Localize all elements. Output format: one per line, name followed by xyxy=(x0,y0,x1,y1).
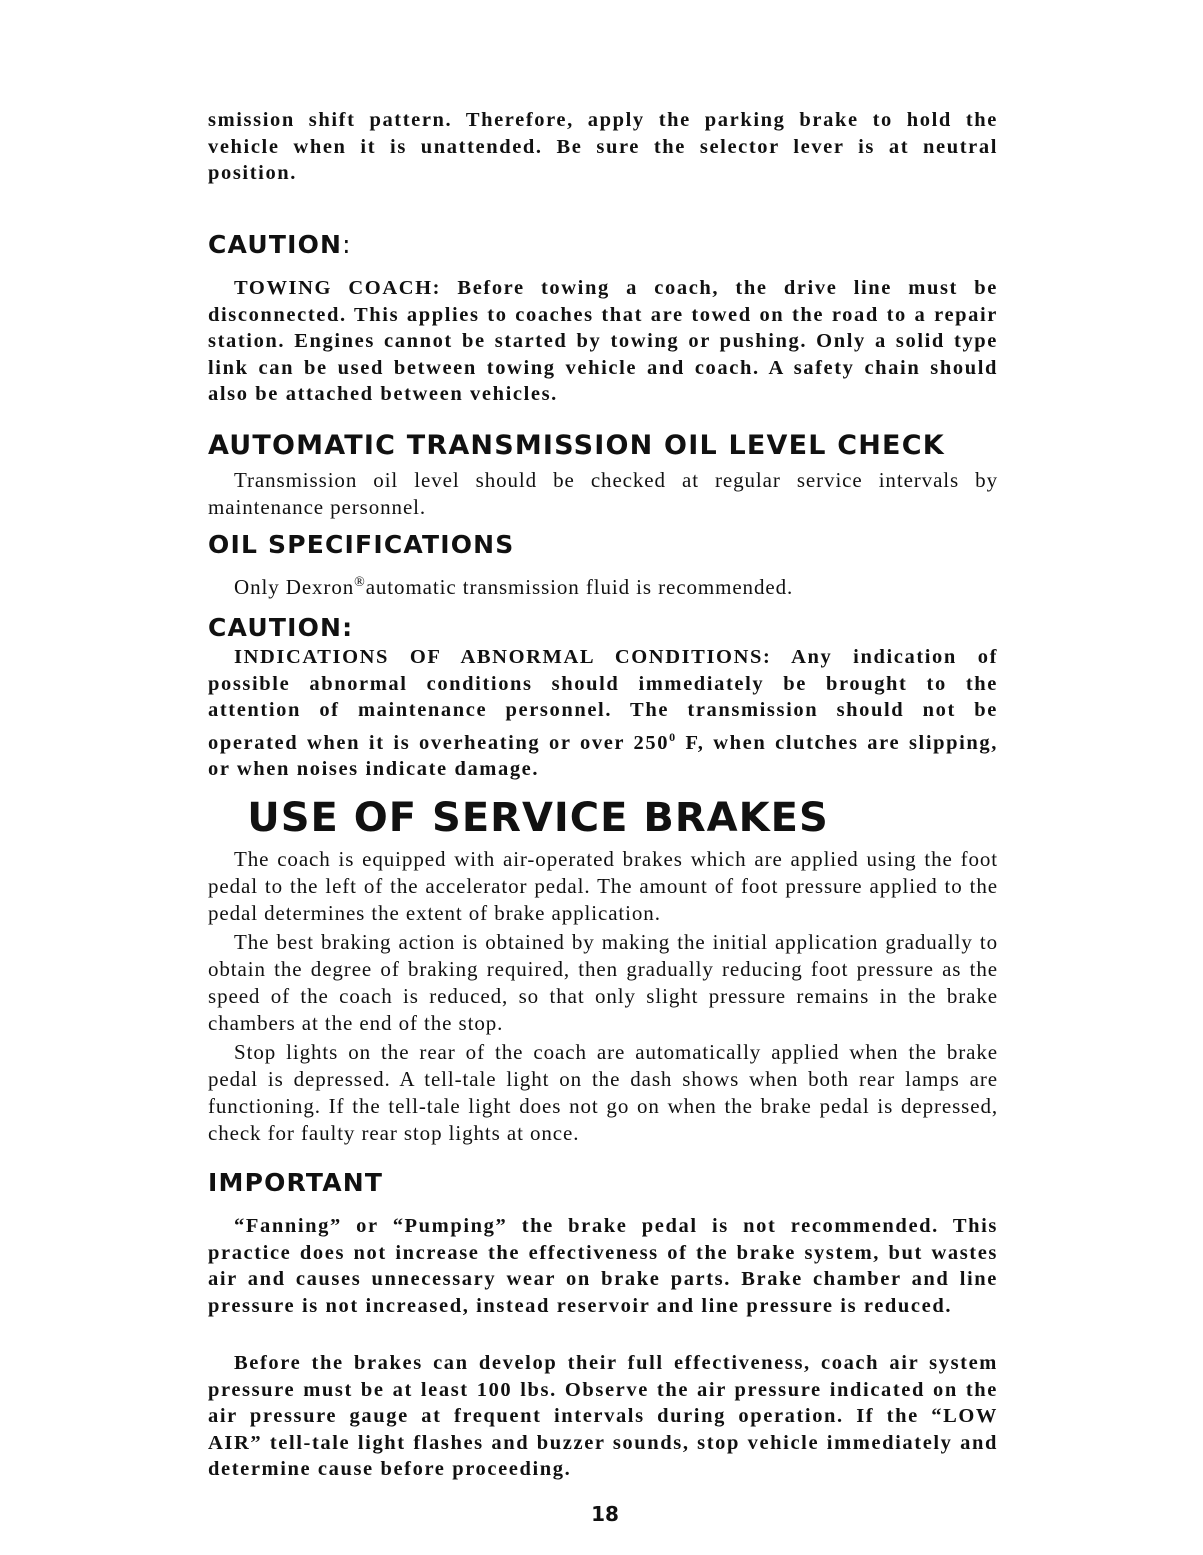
caution-heading-1 xyxy=(208,230,998,259)
oil-specifications-heading: OIL SPECIFICATIONS xyxy=(208,530,515,559)
service-brakes-paragraph-2: The best braking action is obtained by making the initial application gradually to obtain the degree of braking required, then gradually reducing foot pressure as the speed of the coach is reduced, so that only slight pressure remains in the brake chambers at the end of the stop. xyxy=(208,930,998,1035)
oil-level-paragraph: Transmission oil level should be checked at regular service intervals by maintenance personnel. xyxy=(208,468,998,519)
towing-coach-paragraph: TOWING COACH: Before towing a coach, the drive line must be disconnected. This applies to coaches that are towed on the road to a repair station. Engines cannot be started by towing or pushing. Only a solid type link can be used between towing vehicle and coach. A safety chain should also be attached between vehicles. xyxy=(208,277,998,405)
oil-level-heading: AUTOMATIC TRANSMISSION OIL LEVEL CHECK xyxy=(208,430,945,461)
oil-spec-text-before: Only Dexron xyxy=(234,575,355,599)
oil-spec-text-after: automatic transmission fluid is recommended. xyxy=(365,575,794,599)
intro-paragraph: smission shift pattern. Therefore, apply the parking brake to hold the vehicle when it is unattended. Be sure the selector lever is at neutral position. xyxy=(208,109,998,184)
caution-heading-1-text: CAUTION xyxy=(208,230,343,259)
page-number: 18 xyxy=(591,1502,619,1526)
important-heading: IMPORTANT xyxy=(208,1168,384,1197)
oil-specifications-paragraph xyxy=(208,574,998,601)
registered-mark: ® xyxy=(354,575,366,590)
abnormal-text-after: F, when clutches are slipping, or when noises indicate damage. xyxy=(208,731,999,780)
degree-mark: 0 xyxy=(669,729,677,744)
caution-heading-1-colon: : xyxy=(342,230,352,259)
service-brakes-paragraph-1: The coach is equipped with air-operated brakes which are applied using the foot pedal to the left of the accelerator pedal. The amount of foot pressure applied to the pedal determines the extent of brake application. xyxy=(208,847,998,925)
abnormal-conditions-paragraph xyxy=(208,644,998,782)
abnormal-text-before: INDICATIONS OF ABNORMAL CONDITIONS: Any indication of possible abnormal conditions should immediately be brought to the attention of maintenance personnel. The transmission should not be operated when it is overheating or over 250 xyxy=(208,646,998,754)
caution-heading-2: CAUTION: xyxy=(208,613,354,642)
service-brakes-paragraph-3: Stop lights on the rear of the coach are automatically applied when the brake pedal is depressed. A tell-tale light on the dash shows when both rear lamps are functioning. If the tell-tale light does not go on when the brake pedal is depressed, check for faulty rear stop lights at once. xyxy=(208,1040,998,1145)
important-paragraph-2: Before the brakes can develop their full effectiveness, coach air system pressure must be at least 100 lbs. Observe the air pressure indicated on the air pressure gauge at frequent intervals during operation. If the “LOW AIR” tell-tale light flashes and buzzer sounds, stop vehicle immediately and determine cause before proceeding. xyxy=(208,1352,998,1480)
important-paragraph-1: “Fanning” or “Pumping” the brake pedal is not recommended. This practice does not increase the effectiveness of the brake system, but wastes air and causes unnecessary wear on brake parts. Brake chamber and line pressure is not increased, instead reservoir and line pressure is reduced. xyxy=(208,1215,998,1317)
service-brakes-heading: USE OF SERVICE BRAKES xyxy=(247,795,829,841)
